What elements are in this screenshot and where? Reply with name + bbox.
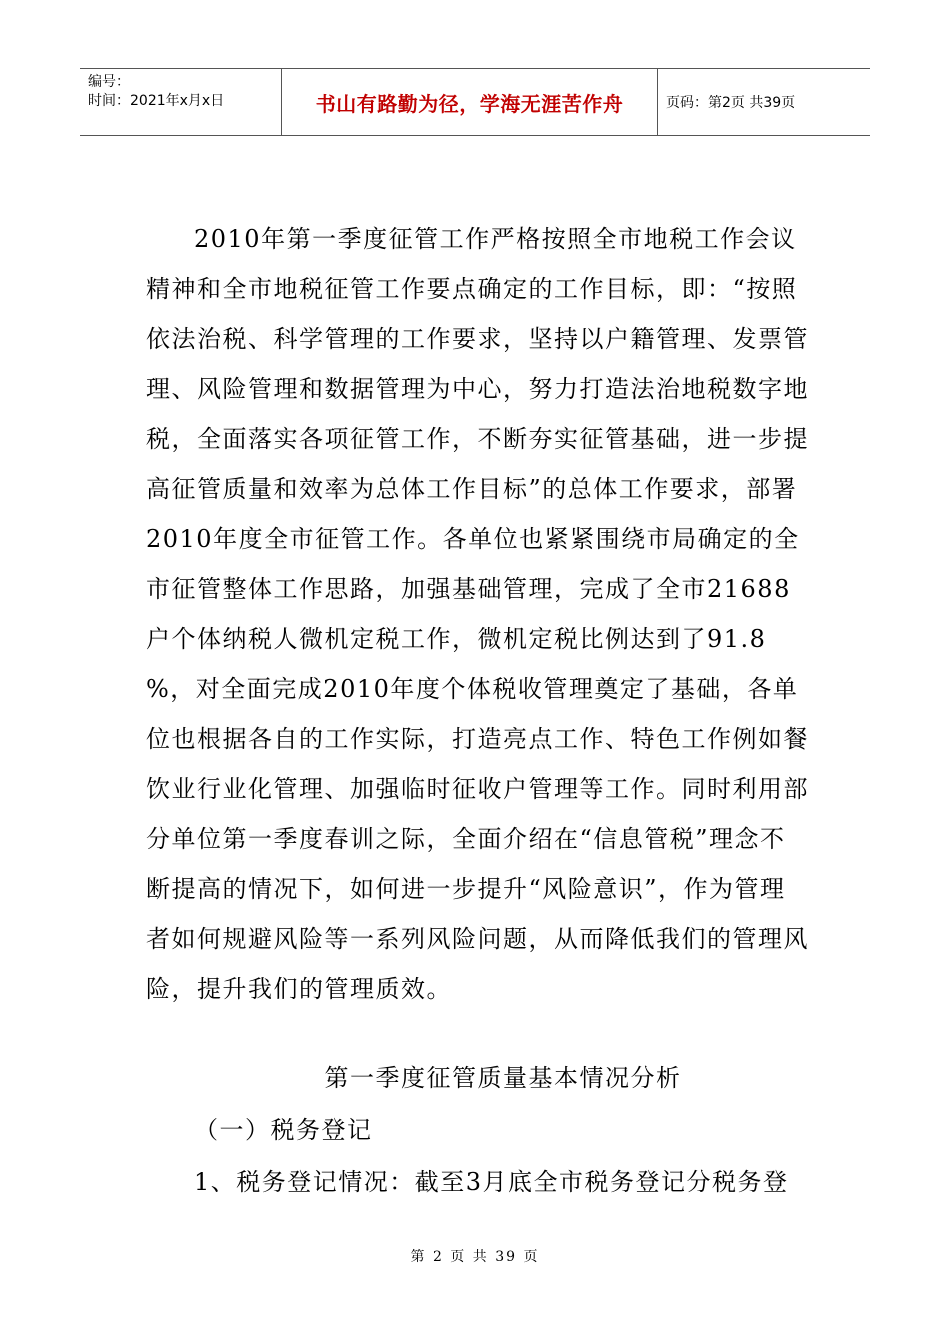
body-paragraph: 2010年第一季度征管工作严格按照全市地税工作会议精神和全市地税征管工作要点确定的工作目标，即：“按照依法治税、科学管理的工作要求，坚持以户籍管理、发票管理、风险管理和数据管理为中心，努力打造法治地税数字地税，全面落实各项征管工作，不断夯实征管基础，进一步提高征管质量和效率为总体工作目标”的总体工作要求，部署2010年度全市征管工作。各单位也紧紧围绕市局确定的全市征管整体工作思路，加强基础管理，完成了全市21688户个体纳税人微机定税工作，微机定税比例达到了91.8 %，对全面完成2010年度个体税收管理奠定了基础，各单位也根据各自的工作实际，打造亮点工作、特色工作例如餐饮业行业化管理、加强临时征收户管理等工作。同时利用部分单位第一季度春训之际，全面介绍在“信息管税”理念不断提高的情况下，如何进一步提升“风险意识”，作为管理者如何规避风险等一系列风险问题，从而降低我们的管理风险，提升我们的管理质效。: [146, 225, 809, 1003]
header-meta: [80, 69, 282, 135]
header-number-label: 编号：: [88, 74, 130, 90]
section-title: 第一季度征管质量基本情况分析: [324, 1064, 682, 1092]
page-footer: 第 2 页 共 39 页: [410, 1249, 540, 1265]
header-time-label: 时间：2021年x月x日: [88, 93, 225, 109]
body-text: [146, 214, 810, 1014]
item-line: 1、税务登记情况：截至3月底全市税务登记分税务登: [194, 1168, 789, 1196]
document-header: [80, 68, 870, 136]
header-motto: 书山有路勤为径，学海无涯苦作舟: [282, 69, 658, 135]
header-page-info: 页码：第2页 共39页: [666, 95, 796, 111]
sub-heading: （一）税务登记: [194, 1116, 373, 1144]
